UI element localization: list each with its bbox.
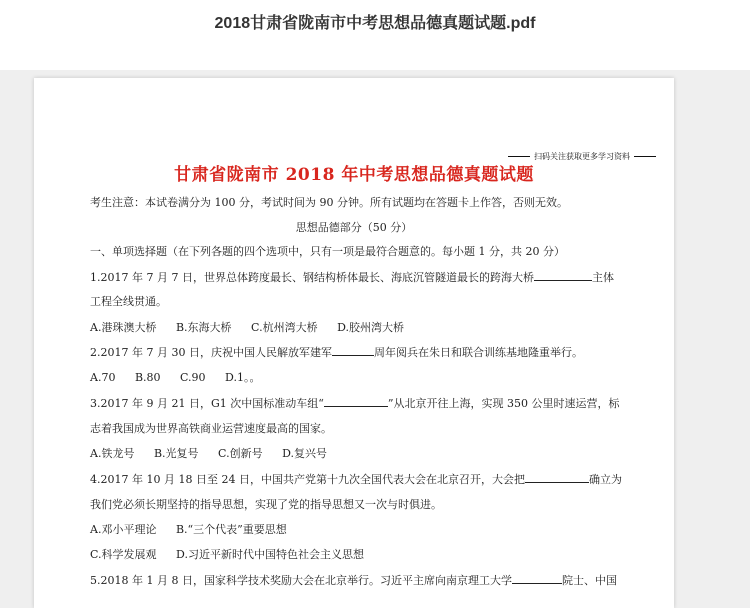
option-d: D.复兴号 [282, 447, 328, 460]
option-d: D.1。。 [225, 371, 261, 384]
question-5-text-end: 院士、中国 [561, 574, 617, 587]
exam-notice: 考生注意：本试卷满分为 100 分，考试时间为 90 分钟。所有试题均在答题卡上作答，否则无效。 [90, 196, 568, 209]
option-b: B.光复号 [153, 447, 199, 460]
question-5-text: 5.2018 年 1 月 8 日，国家科学技术奖励大会在北京举行。习近平主席向南京理工大学 [90, 574, 512, 587]
option-d: D.胶州湾大桥 [337, 321, 405, 334]
question-1-options [90, 319, 420, 335]
question-5 [90, 572, 617, 588]
question-2-options [90, 369, 276, 385]
question-1-text: 1.2017 年 7 月 7 日，世界总体跨度最长、钢结构桥体最长、海底沉管隧道最长的跨海大桥 [90, 271, 534, 284]
question-1-continued: 工程全线贯通。 [90, 295, 167, 308]
answer-blank [332, 346, 374, 356]
question-3-options [90, 445, 343, 461]
part-one-heading: 一、单项选择题（在下列各题的四个选项中，只有一项是最符合题意的。每小题 1 分，共 20 分） [90, 245, 565, 258]
question-3 [90, 395, 620, 411]
option-c: C.杭州湾大桥 [251, 321, 318, 334]
question-3-text-end: ”从北京开往上海，实现 350 公里时速运营，标 [387, 397, 620, 410]
question-4 [90, 471, 622, 487]
option-c: C.创新号 [218, 447, 263, 460]
header-note-text: 扫码关注获取更多学习资料 [534, 152, 630, 161]
option-b: B.东海大桥 [175, 321, 232, 334]
question-4-options-row-2 [90, 546, 380, 562]
answer-blank [324, 397, 388, 407]
question-1 [90, 269, 614, 285]
answer-blank [534, 271, 592, 281]
answer-blank [525, 473, 589, 483]
question-2 [90, 344, 583, 360]
header-rule-left [508, 156, 530, 157]
question-4-continued: 我们党必须长期坚持的指导思想，实现了党的指导思想又一次与时俱进。 [90, 498, 442, 511]
question-4-options-row-1 [90, 521, 303, 537]
option-d: D.习近平新时代中国特色社会主义思想 [176, 548, 364, 561]
option-b: B.“三个代表”重要思想 [175, 523, 287, 536]
option-c: C.90 [180, 371, 206, 384]
option-a: A.邓小平理论 [90, 523, 157, 536]
question-4-text: 4.2017 年 10 月 18 日至 24 日，中国共产党第十九次全国代表大会在北京召开，大会把 [90, 473, 525, 486]
document-title: 甘肃省陇南市 2018 年中考思想品德真题试题 [174, 165, 534, 185]
question-1-text-end: 主体 [591, 271, 614, 284]
document-page [34, 78, 674, 608]
file-title: 2018甘肃省陇南市中考思想品德真题试题.pdf [214, 15, 536, 32]
option-b: B.80 [134, 371, 161, 384]
question-4-text-end: 确立为 [588, 473, 622, 486]
section-title: 思想品德部分（50 分） [295, 221, 413, 234]
option-a: A.铁龙号 [90, 447, 135, 460]
question-3-continued: 志着我国成为世界高铁商业运营速度最高的国家。 [90, 422, 332, 435]
viewer-toolbar [0, 0, 750, 70]
answer-blank [512, 574, 562, 584]
option-a: A.港珠澳大桥 [90, 321, 157, 334]
option-a: A.70 [90, 371, 116, 384]
question-2-text-end: 周年阅兵在朱日和联合训练基地隆重举行。 [373, 346, 583, 359]
question-2-text: 2.2017 年 7 月 30 日，庆祝中国人民解放军建军 [90, 346, 332, 359]
question-3-text: 3.2017 年 9 月 21 日，G1 次中国标准动车组“ [90, 397, 324, 410]
header-rule-right [634, 156, 656, 157]
option-c: C.科学发展观 [90, 548, 157, 561]
